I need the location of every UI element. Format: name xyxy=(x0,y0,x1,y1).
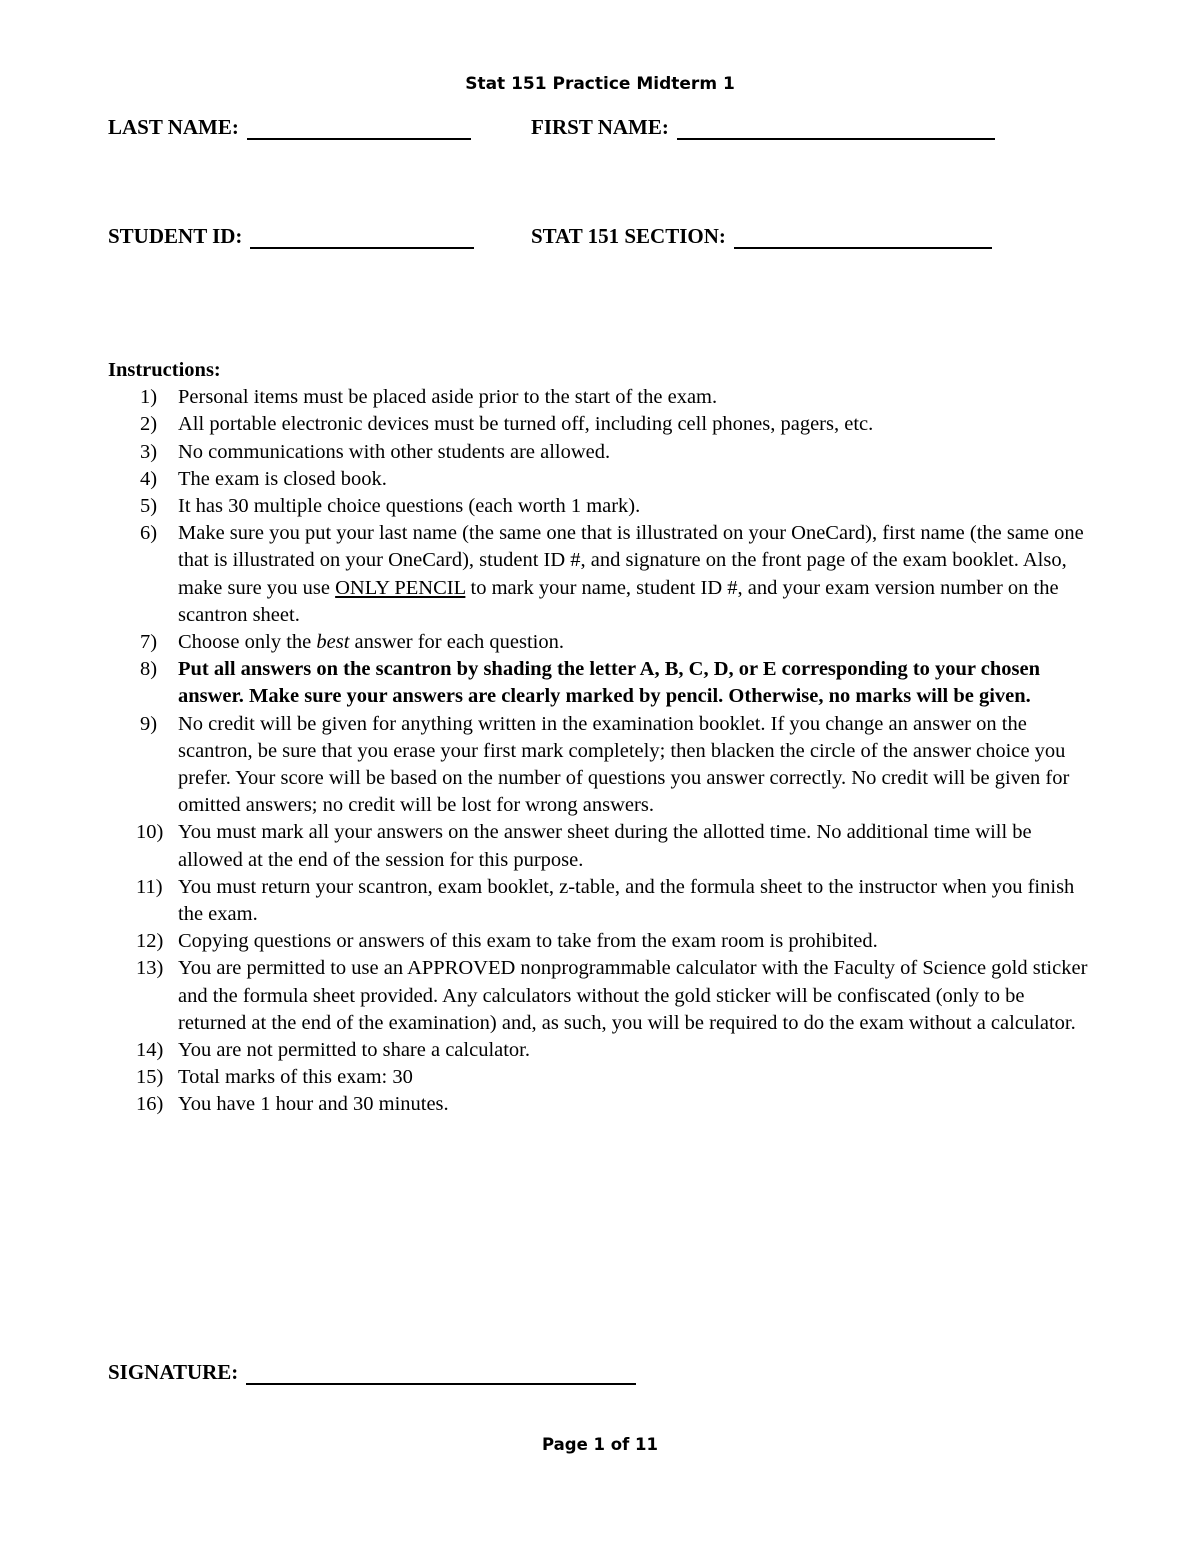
student-id-label: STUDENT ID: xyxy=(108,224,243,248)
student-id-field[interactable] xyxy=(108,224,474,249)
list-item: 2) All portable electronic devices must be turned off, including cell phones, pagers, etc. xyxy=(140,413,874,436)
list-item: 15) Total marks of this exam: 30 xyxy=(136,1066,413,1089)
student-id-blank[interactable] xyxy=(250,229,474,249)
signature-field[interactable] xyxy=(108,1360,636,1385)
page-number: Page 1 of 11 xyxy=(542,1435,658,1454)
list-item: 6) Make sure you put your last name (the same one that is illustrated on your OneCard), first name (the same one that is illustrated on your OneCard), student ID #, and signature on the front page of the exam booklet. Also, make sure you use ONLY PENCIL to mark your name, student ID #, and your exam version number on the scantron sheet. xyxy=(140,522,1084,626)
section-blank[interactable] xyxy=(734,229,992,249)
list-item: 14) You are not permitted to share a calculator. xyxy=(136,1039,531,1062)
only-pencil-emphasis: ONLY PENCIL xyxy=(335,576,466,599)
page-title: Stat 151 Practice Midterm 1 xyxy=(465,74,735,94)
list-item: 4) The exam is closed book. xyxy=(140,467,387,490)
list-item: 11) You must return your scantron, exam booklet, z-table, and the formula sheet to the instructor when you finish the exam. xyxy=(136,875,1075,926)
first-name-field[interactable] xyxy=(531,115,995,140)
list-item: 12) Copying questions or answers of this exam to take from the exam room is prohibited. xyxy=(136,930,878,953)
best-emphasis: best xyxy=(316,631,350,654)
last-name-label: LAST NAME: xyxy=(108,115,239,139)
last-name-field[interactable] xyxy=(108,115,471,140)
list-item: 13) You are permitted to use an APPROVED nonprogrammable calculator with the Faculty of Science gold sticker and the formula sheet provided. Any calculators without the gold sticker will be confiscated (only to be returned at the end of the examination) and, as such, you will be required to do the exam without a calculator. xyxy=(136,957,1088,1034)
list-item: 1) Personal items must be placed aside prior to the start of the exam. xyxy=(140,386,718,409)
signature-label: SIGNATURE: xyxy=(108,1360,239,1384)
section-label: STAT 151 SECTION: xyxy=(531,224,726,248)
instructions-list xyxy=(108,384,1088,1118)
instructions-heading: Instructions: xyxy=(108,359,221,381)
section-field[interactable] xyxy=(531,224,992,249)
list-item: 7) Choose only the best answer for each question. xyxy=(140,631,565,654)
first-name-blank[interactable] xyxy=(677,120,995,140)
list-item: 16) You have 1 hour and 30 minutes. xyxy=(136,1093,449,1116)
list-item: 9) No credit will be given for anything written in the examination booklet. If you change an answer on the scantron, be sure that you erase your first mark completely; then blacken the circle of the answer choice you prefer. Your score will be based on the number of questions you answer correctly. No credit will be given for omitted answers; no credit will be lost for wrong answers. xyxy=(140,712,1070,817)
last-name-blank[interactable] xyxy=(247,120,471,140)
list-item: 10) You must mark all your answers on the answer sheet during the allotted time. No additional time will be allowed at the end of the session for this purpose. xyxy=(136,821,1032,871)
list-item: 5) It has 30 multiple choice questions (each worth 1 mark). xyxy=(140,495,641,518)
first-name-label: FIRST NAME: xyxy=(531,115,669,139)
instructions-section xyxy=(108,357,1088,1119)
signature-blank[interactable] xyxy=(246,1365,636,1385)
list-item: 8) Put all answers on the scantron by shading the letter A, B, C, D, or E corresponding to your chosen answer. Make sure your answers are clearly marked by pencil. Otherwise, no marks will be given. xyxy=(140,658,1041,708)
list-item: 3) No communications with other students are allowed. xyxy=(140,440,611,463)
